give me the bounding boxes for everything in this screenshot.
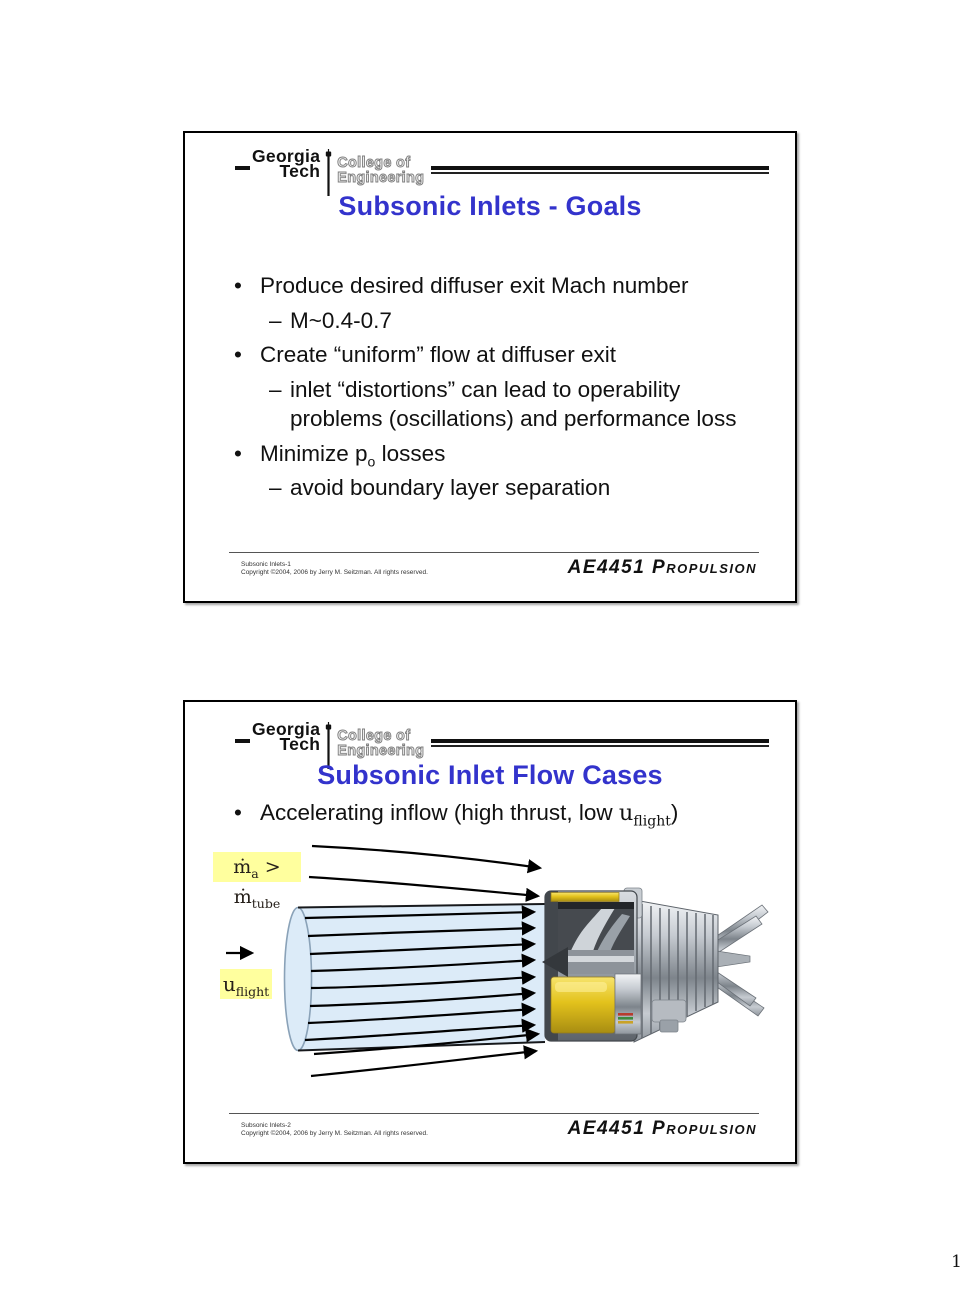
bullet-list [185,271,775,508]
engine-yellow-top-band [551,893,619,902]
stream-tube [285,904,546,1051]
georgia-tech-logo [252,719,321,754]
logo-dash [235,166,250,170]
copyright-text: Copyright ©2004, 2006 by Jerry M. Seitzman. All rights reserved. [241,569,428,576]
tech-tower-icon [323,149,334,197]
list-item: • Accelerating inflow (high thrust, low $u_{flight}$) [234,800,679,830]
georgia-tech-logo [252,146,321,181]
list-item: • Produce desired diffuser exit Mach number [234,273,689,298]
header-rule [431,166,769,174]
logo-line2: Tech [279,161,321,181]
turbofan-engine-image [542,888,768,1042]
slide-id: Subsonic Inlets-2 [241,1122,291,1129]
slide-1 [183,131,797,603]
header-rule [431,739,769,747]
logo-dash [235,739,250,743]
page-number: 1 [951,1252,962,1272]
inlet-flow-diagram [185,832,795,1130]
list-item: – inlet “distortions” can lead to operability problems (oscillations) and performance loss [269,376,737,431]
list-item: – avoid boundary layer separation [269,475,611,500]
college-of-engineering-label: College of Engineering [337,155,425,186]
logo-line2: Tech [279,734,321,754]
header [235,146,769,197]
footer-meta [241,561,428,577]
page-title: Subsonic Inlet Flow Cases [317,760,663,790]
u-flight-label: $u_{flight}$ [220,969,272,999]
logo-line1: Georgia [252,146,321,166]
bullet-list [185,798,775,834]
page-title: Subsonic Inlets - Goals [338,191,642,221]
list-item: – M~0.4-0.7 [269,307,392,333]
course-label: AE4451 Propulsion [567,1118,757,1139]
list-item: • Minimize $p_o$ losses [234,440,446,469]
slide-footer [229,1113,759,1152]
slide-id: Subsonic Inlets-1 [241,561,291,568]
copyright-text: Copyright ©2004, 2006 by Jerry M. Seitzman. All rights reserved. [241,1130,428,1137]
course-label: AE4451 Propulsion [567,557,757,578]
footer-meta [241,1122,428,1138]
mass-flow-label: ṁ$_a$ > ṁ$_{tube}$ [213,852,301,882]
slide-footer [229,552,759,591]
list-item: • Create “uniform” flow at diffuser exit [234,342,616,367]
college-of-engineering-label: College of Engineering [337,728,425,759]
logo-line1: Georgia [252,719,321,739]
slide-2 [183,700,797,1164]
